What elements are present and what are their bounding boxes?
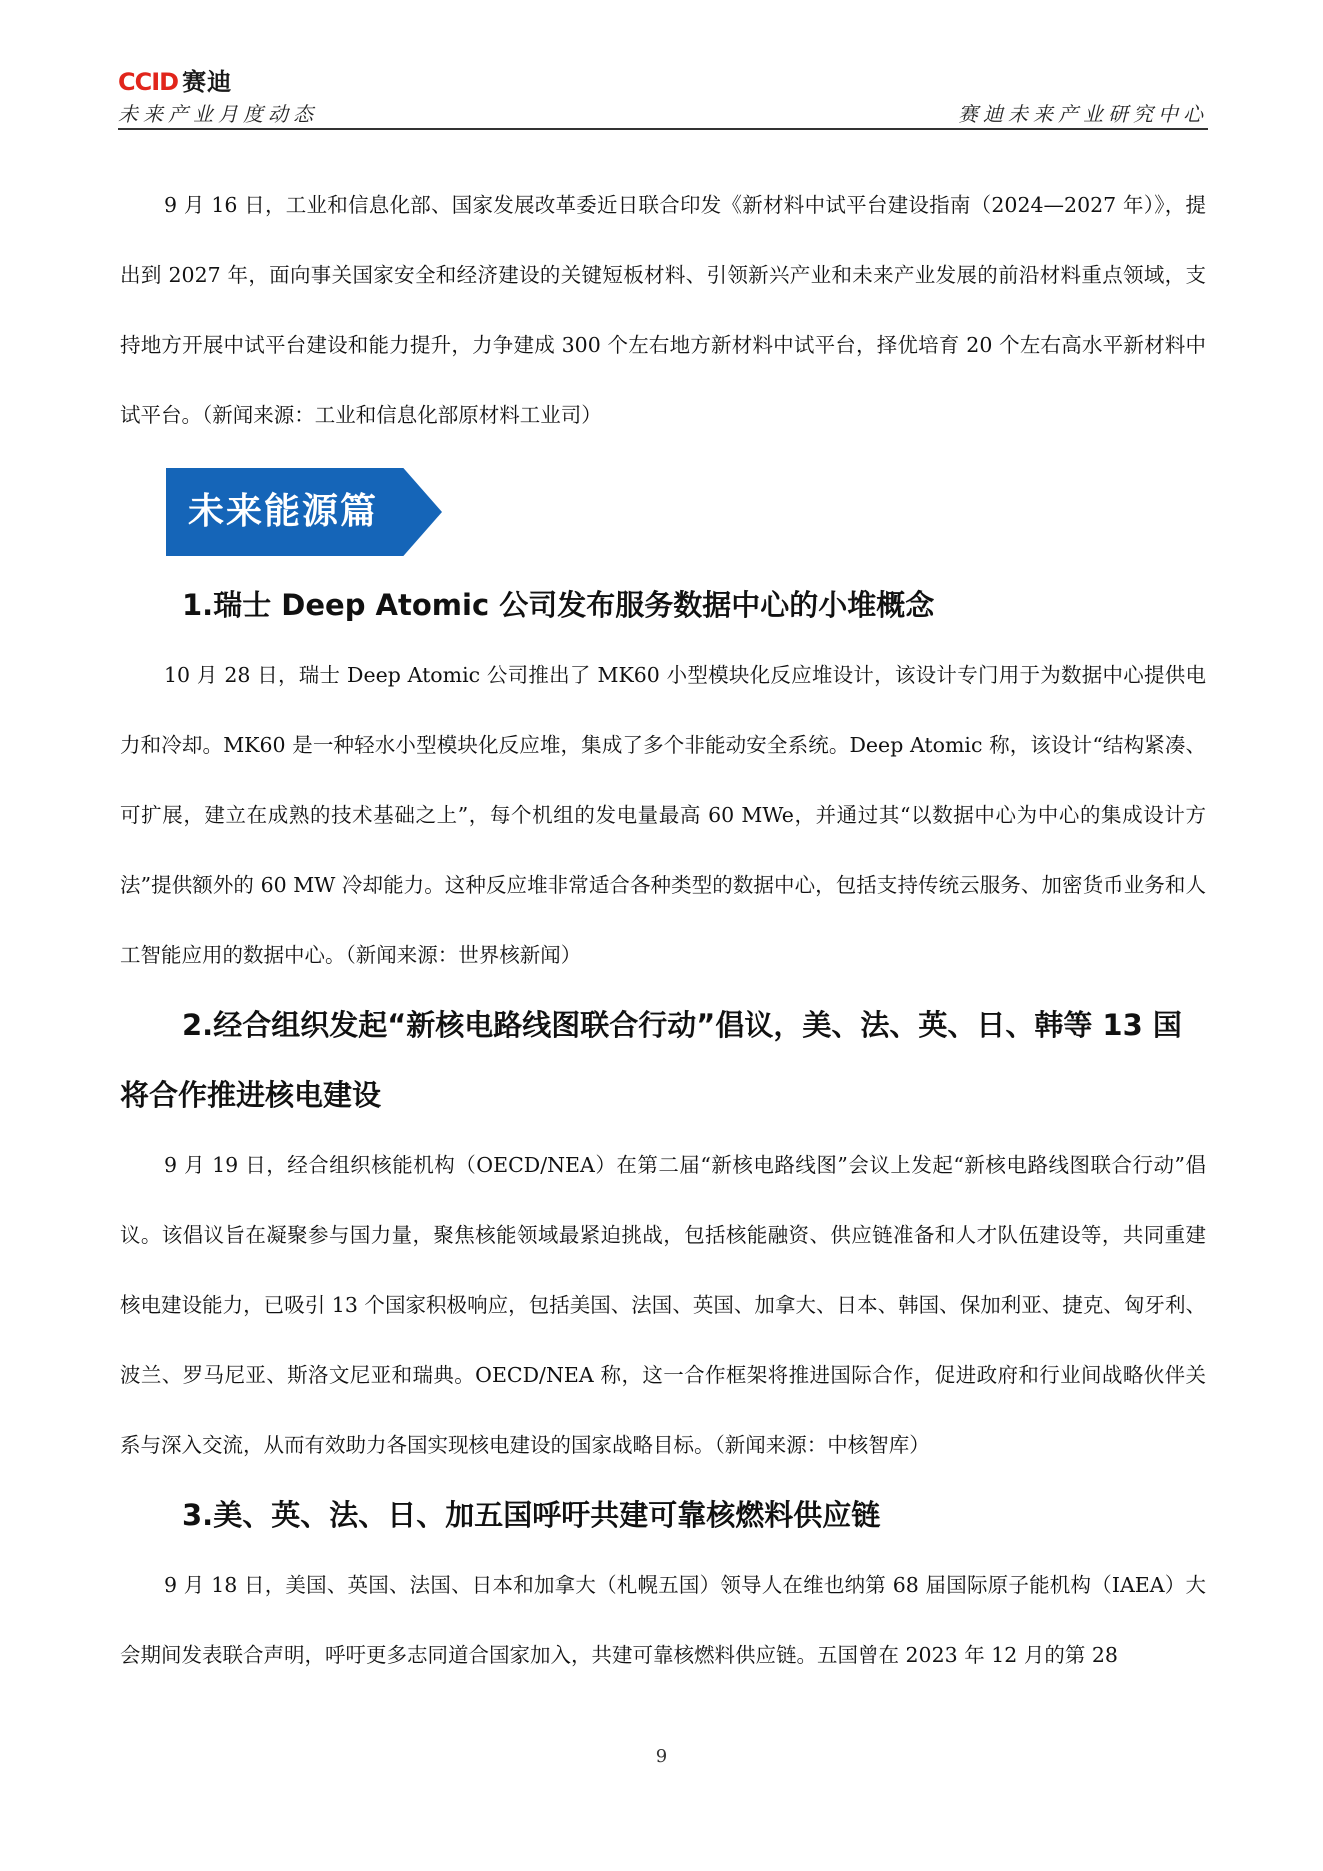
page-content — [120, 170, 1206, 1690]
article-3-heading: 3.美、英、法、日、加五国呼吁共建可靠核燃料供应链 — [182, 1498, 881, 1532]
article-2-heading: 2.经合组织发起“新核电路线图联合行动”倡议，美、法、英、日、韩等 13 国将合作推进核电建设 — [120, 1008, 1182, 1112]
article-2-body: 9 月 19 日，经合组织核能机构（OECD/NEA）在第二届“新核电路线图”会议上发起“新核电路线图联合行动”倡议。该倡议旨在凝聚参与国力量，聚焦核能领域最紧迫挑战，包括核能融资、供应链准备和人才队伍建设等，共同重建核电建设能力，已吸引 13 个国家积极响应，包括美国、法国、英国、加拿大、日本、韩国、保加利亚、捷克、匈牙利、波兰、罗马尼亚、斯洛文尼亚和瑞典。OECD/NEA 称，这一合作框架将推进国际合作，促进政府和行业间战略伙伴关系与深入交流，从而有效助力各国实现核电建设的国家战略目标。（新闻来源：中核智库） — [120, 1153, 1206, 1457]
article-1-heading: 1.瑞士 Deep Atomic 公司发布服务数据中心的小堆概念 — [182, 588, 935, 622]
logo-cn: 赛迪 — [182, 68, 233, 96]
logo-brand: CCID — [118, 68, 179, 96]
section-banner-title: 未来能源篇 — [188, 491, 379, 532]
page-header — [118, 58, 1208, 126]
intro-paragraph: 9 月 16 日，工业和信息化部、国家发展改革委近日联合印发《新材料中试平台建设指南（2024—2027 年）》，提出到 2027 年，面向事关国家安全和经济建设的关键短板材料、引领新兴产业和未来产业发展的前沿材料重点领域，支持地方开展中试平台建设和能力提升，力争建成 300 个左右地方新材料中试平台，择优培育 20 个左右高水平新材料中试平台。（新闻来源：工业和信息化部原材料工业司） — [120, 193, 1206, 427]
header-divider — [118, 128, 1208, 130]
header-left-title: 未来产业月度动态 — [118, 102, 318, 126]
article-1-body: 10 月 28 日，瑞士 Deep Atomic 公司推出了 MK60 小型模块化反应堆设计，该设计专门用于为数据中心提供电力和冷却。MK60 是一种轻水小型模块化反应堆，集成了多个非能动安全系统。Deep Atomic 称，该设计“结构紧凑、可扩展，建立在成熟的技术基础之上”，每个机组的发电量最高 60 MWe，并通过其“以数据中心为中心的集成设计方法”提供额外的 60 MW 冷却能力。这种反应堆非常适合各种类型的数据中心，包括支持传统云服务、加密货币业务和人工智能应用的数据中心。（新闻来源：世界核新闻） — [120, 663, 1206, 967]
article-3-body: 9 月 18 日，美国、英国、法国、日本和加拿大（札幌五国）领导人在维也纳第 68 届国际原子能机构（IAEA）大会期间发表联合声明，呼吁更多志同道合国家加入，共建可靠核燃料供应链。五国曾在 2023 年 12 月的第 28 — [120, 1573, 1206, 1667]
page-number: 9 — [655, 1746, 668, 1767]
section-banner — [166, 468, 442, 556]
header-right-title: 赛迪未来产业研究中心 — [958, 102, 1208, 126]
ccid-logo — [118, 62, 232, 97]
